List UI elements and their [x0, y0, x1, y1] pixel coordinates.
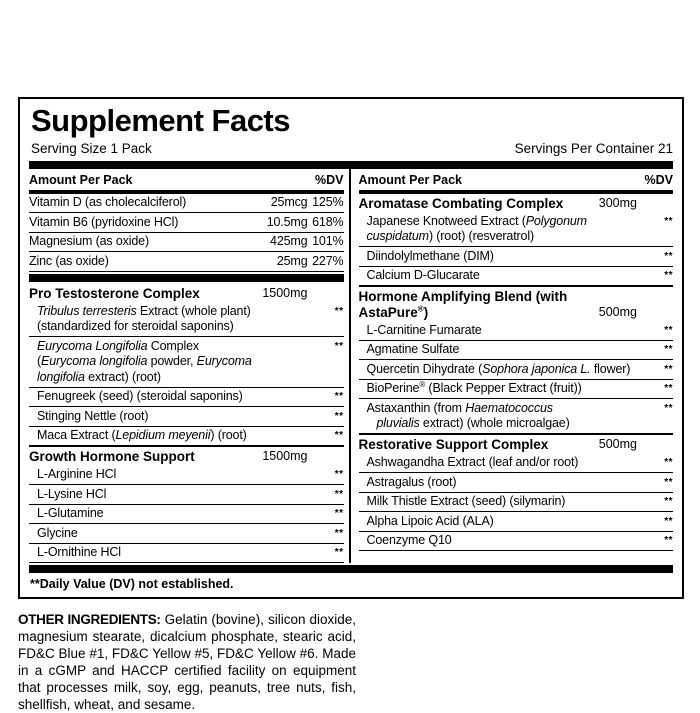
ingredient-name: Diindolylmethane (DIM) — [366, 248, 494, 263]
ingredient-row — [29, 302, 344, 336]
ingredient-dv: 101% — [312, 234, 344, 249]
ingredient-row — [29, 232, 344, 252]
facts-column-left — [29, 169, 344, 564]
panel-title: Supplement Facts — [31, 103, 290, 138]
section-amount: 500mg — [598, 437, 637, 452]
ingredient-name: Milk Thistle Extract (seed) (silymarin) — [366, 494, 566, 509]
ingredient-name: Calcium D-Glucarate — [366, 268, 480, 283]
section-title: Restorative Support Complex — [358, 437, 549, 453]
ingredient-row — [359, 266, 674, 286]
ingredient-dv: ** — [664, 496, 673, 508]
ingredient-row — [359, 531, 674, 551]
ingredient-amount: 25mg — [276, 253, 308, 268]
ingredient-name: Japanese Knotweed Extract (Polygonum cuspidatum) (root) (resveratrol) — [366, 213, 587, 244]
ingredient-dv: ** — [664, 402, 673, 414]
serving-info-row — [31, 141, 673, 156]
section-title: Growth Hormone Support — [29, 449, 195, 465]
ingredient-dv: ** — [664, 476, 673, 488]
facts-column-right — [349, 169, 674, 564]
ingredient-row — [29, 336, 344, 387]
ingredient-name: L-Ornithine HCl — [37, 545, 121, 560]
ingredient-dv: ** — [334, 410, 344, 422]
section-growth-hormone-support — [29, 445, 344, 563]
column-header — [359, 169, 674, 190]
ingredient-row — [29, 406, 344, 426]
serving-size-text: Serving Size 1 Pack — [31, 140, 152, 156]
ingredient-row — [29, 387, 344, 407]
section-amount: 300mg — [598, 195, 637, 210]
ingredient-dv: 618% — [312, 214, 344, 229]
ingredient-dv: ** — [664, 324, 673, 336]
ingredient-row — [359, 398, 674, 433]
ingredient-row — [29, 523, 344, 543]
ingredient-row — [29, 543, 344, 563]
ingredient-row — [359, 246, 674, 266]
ingredient-row — [359, 359, 674, 379]
dv-header-label: %DV — [315, 172, 344, 187]
ingredient-row — [29, 426, 344, 446]
ingredient-name: Magnesium (as oxide) — [29, 234, 149, 249]
ingredient-dv: ** — [334, 547, 344, 559]
ingredient-dv: ** — [334, 508, 344, 520]
other-ingredients-text: Gelatin (bovine), silicon dioxide, magnesium stearate, dicalcium phosphate, stearic acid, FD&C Blue #1, FD&C Yellow #5, FD&C Yellow #6. Made in a cGMP and HACCP certified facility on equipment that processes milk, soy, egg, peanuts, tree nuts, fish, shellfish, wheat, and sesame. — [18, 612, 356, 713]
ingredient-name: Glycine — [37, 525, 78, 540]
supplement-facts-panel — [18, 97, 684, 599]
ingredient-row — [359, 492, 674, 512]
dv-header-label: %DV — [644, 172, 673, 187]
ingredient-dv: ** — [664, 250, 673, 262]
section-header — [359, 194, 674, 213]
ingredient-name: L-Lysine HCl — [37, 486, 107, 501]
ingredient-row — [29, 212, 344, 232]
top-thick-bar — [29, 161, 673, 169]
section-header — [29, 284, 344, 303]
label-area — [18, 97, 684, 713]
amount-per-pack-label: Amount Per Pack — [358, 172, 463, 187]
section-header — [29, 447, 344, 466]
ingredient-dv: ** — [334, 527, 344, 539]
ingredient-amount: 25mcg — [270, 195, 308, 210]
ingredient-name: Astragalus (root) — [366, 474, 457, 489]
ingredient-row — [359, 454, 674, 473]
section-title: Aromatase Combating Complex — [358, 195, 564, 211]
column-header — [29, 169, 344, 190]
daily-value-footnote: **Daily Value (DV) not established. — [30, 577, 234, 592]
ingredient-dv: ** — [334, 305, 344, 317]
section-pro-testosterone-complex — [29, 284, 344, 446]
ingredient-row — [359, 379, 674, 399]
ingredient-name: Agmatine Sulfate — [366, 342, 460, 357]
section-restorative-support-complex — [359, 433, 674, 551]
ingredient-name: Ashwagandha Extract (leaf and/or root) — [366, 455, 579, 470]
amount-per-pack-label: Amount Per Pack — [29, 172, 133, 187]
ingredient-name: L-Arginine HCl — [37, 467, 117, 482]
ingredient-row — [359, 511, 674, 531]
ingredient-dv: ** — [664, 457, 673, 469]
ingredient-name: Astaxanthin (from Haematococcus pluvialis extract) (whole microalgae) — [366, 400, 570, 431]
ingredient-row — [359, 212, 674, 246]
ingredient-amount: 10.5mg — [266, 214, 308, 229]
ingredient-row — [359, 472, 674, 492]
ingredient-name: Tribulus terresteris Extract (whole plant) (standardized for steroidal saponins) — [37, 303, 251, 334]
ingredient-name: BioPerine® (Black Pepper Extract (fruit)) — [366, 379, 582, 396]
column-sections — [29, 194, 344, 564]
ingredient-name: L-Carnitine Fumarate — [366, 322, 482, 337]
section-vitamins-minerals — [29, 194, 344, 272]
ingredient-name: Vitamin B6 (pyridoxine HCl) — [29, 214, 179, 229]
ingredient-dv: ** — [664, 344, 673, 356]
ingredient-dv: ** — [664, 383, 673, 395]
column-sections — [359, 194, 674, 552]
ingredient-row — [359, 340, 674, 360]
ingredient-row — [29, 484, 344, 504]
ingredient-name: Coenzyme Q10 — [366, 533, 452, 548]
section-amount: 500mg — [598, 304, 637, 319]
section-aromatase-combating-complex — [359, 194, 674, 286]
ingredient-dv: 125% — [312, 195, 344, 210]
ingredient-dv: ** — [664, 515, 673, 527]
ingredient-name: L-Glutamine — [37, 506, 104, 521]
ingredient-name: Zinc (as oxide) — [29, 253, 109, 268]
section-header — [359, 287, 674, 321]
other-ingredients-label: OTHER INGREDIENTS: — [18, 612, 161, 628]
section-header — [359, 435, 674, 454]
ingredient-name: Fenugreek (seed) (steroidal saponins) — [37, 389, 243, 404]
ingredient-dv: 227% — [312, 253, 344, 268]
ingredient-row — [29, 251, 344, 271]
ingredient-name: Maca Extract (Lepidium meyenii) (root) — [37, 428, 247, 443]
ingredient-dv: ** — [334, 430, 344, 442]
ingredient-name: Quercetin Dihydrate (Sophora japonica L. flower) — [366, 361, 631, 376]
ingredient-row — [29, 466, 344, 485]
bottom-thick-bar — [29, 565, 673, 573]
section-amount: 1500mg — [262, 449, 308, 464]
ingredient-dv: ** — [664, 535, 673, 547]
section-amount: 1500mg — [262, 285, 308, 300]
ingredient-name: Vitamin D (as cholecalciferol) — [29, 195, 187, 210]
ingredient-dv: ** — [664, 215, 673, 227]
ingredient-dv: ** — [334, 340, 344, 352]
ingredient-row — [359, 321, 674, 340]
ingredient-name: Alpha Lipoic Acid (ALA) — [366, 513, 494, 528]
ingredient-name: Stinging Nettle (root) — [37, 408, 149, 423]
ingredient-dv: ** — [334, 488, 344, 500]
ingredient-row — [29, 194, 344, 213]
ingredient-name: Eurycoma Longifolia Complex (Eurycoma longifolia powder, Eurycoma longifolia extract) (root) — [37, 338, 252, 384]
section-title: Pro Testosterone Complex — [29, 285, 200, 301]
section-divider-bar — [29, 274, 344, 282]
facts-columns — [29, 169, 673, 564]
ingredient-dv: ** — [334, 469, 344, 481]
ingredient-amount: 425mg — [270, 234, 308, 249]
section-hormone-amplifying-blend — [359, 285, 674, 433]
other-ingredients-paragraph — [18, 611, 356, 713]
ingredient-row — [29, 504, 344, 524]
ingredient-dv: ** — [334, 391, 344, 403]
ingredient-dv: ** — [664, 363, 673, 375]
servings-per-container-text: Servings Per Container 21 — [514, 140, 673, 156]
ingredient-dv: ** — [664, 270, 673, 282]
section-title: Hormone Amplifying Blend (with AstaPure®) — [358, 289, 568, 320]
